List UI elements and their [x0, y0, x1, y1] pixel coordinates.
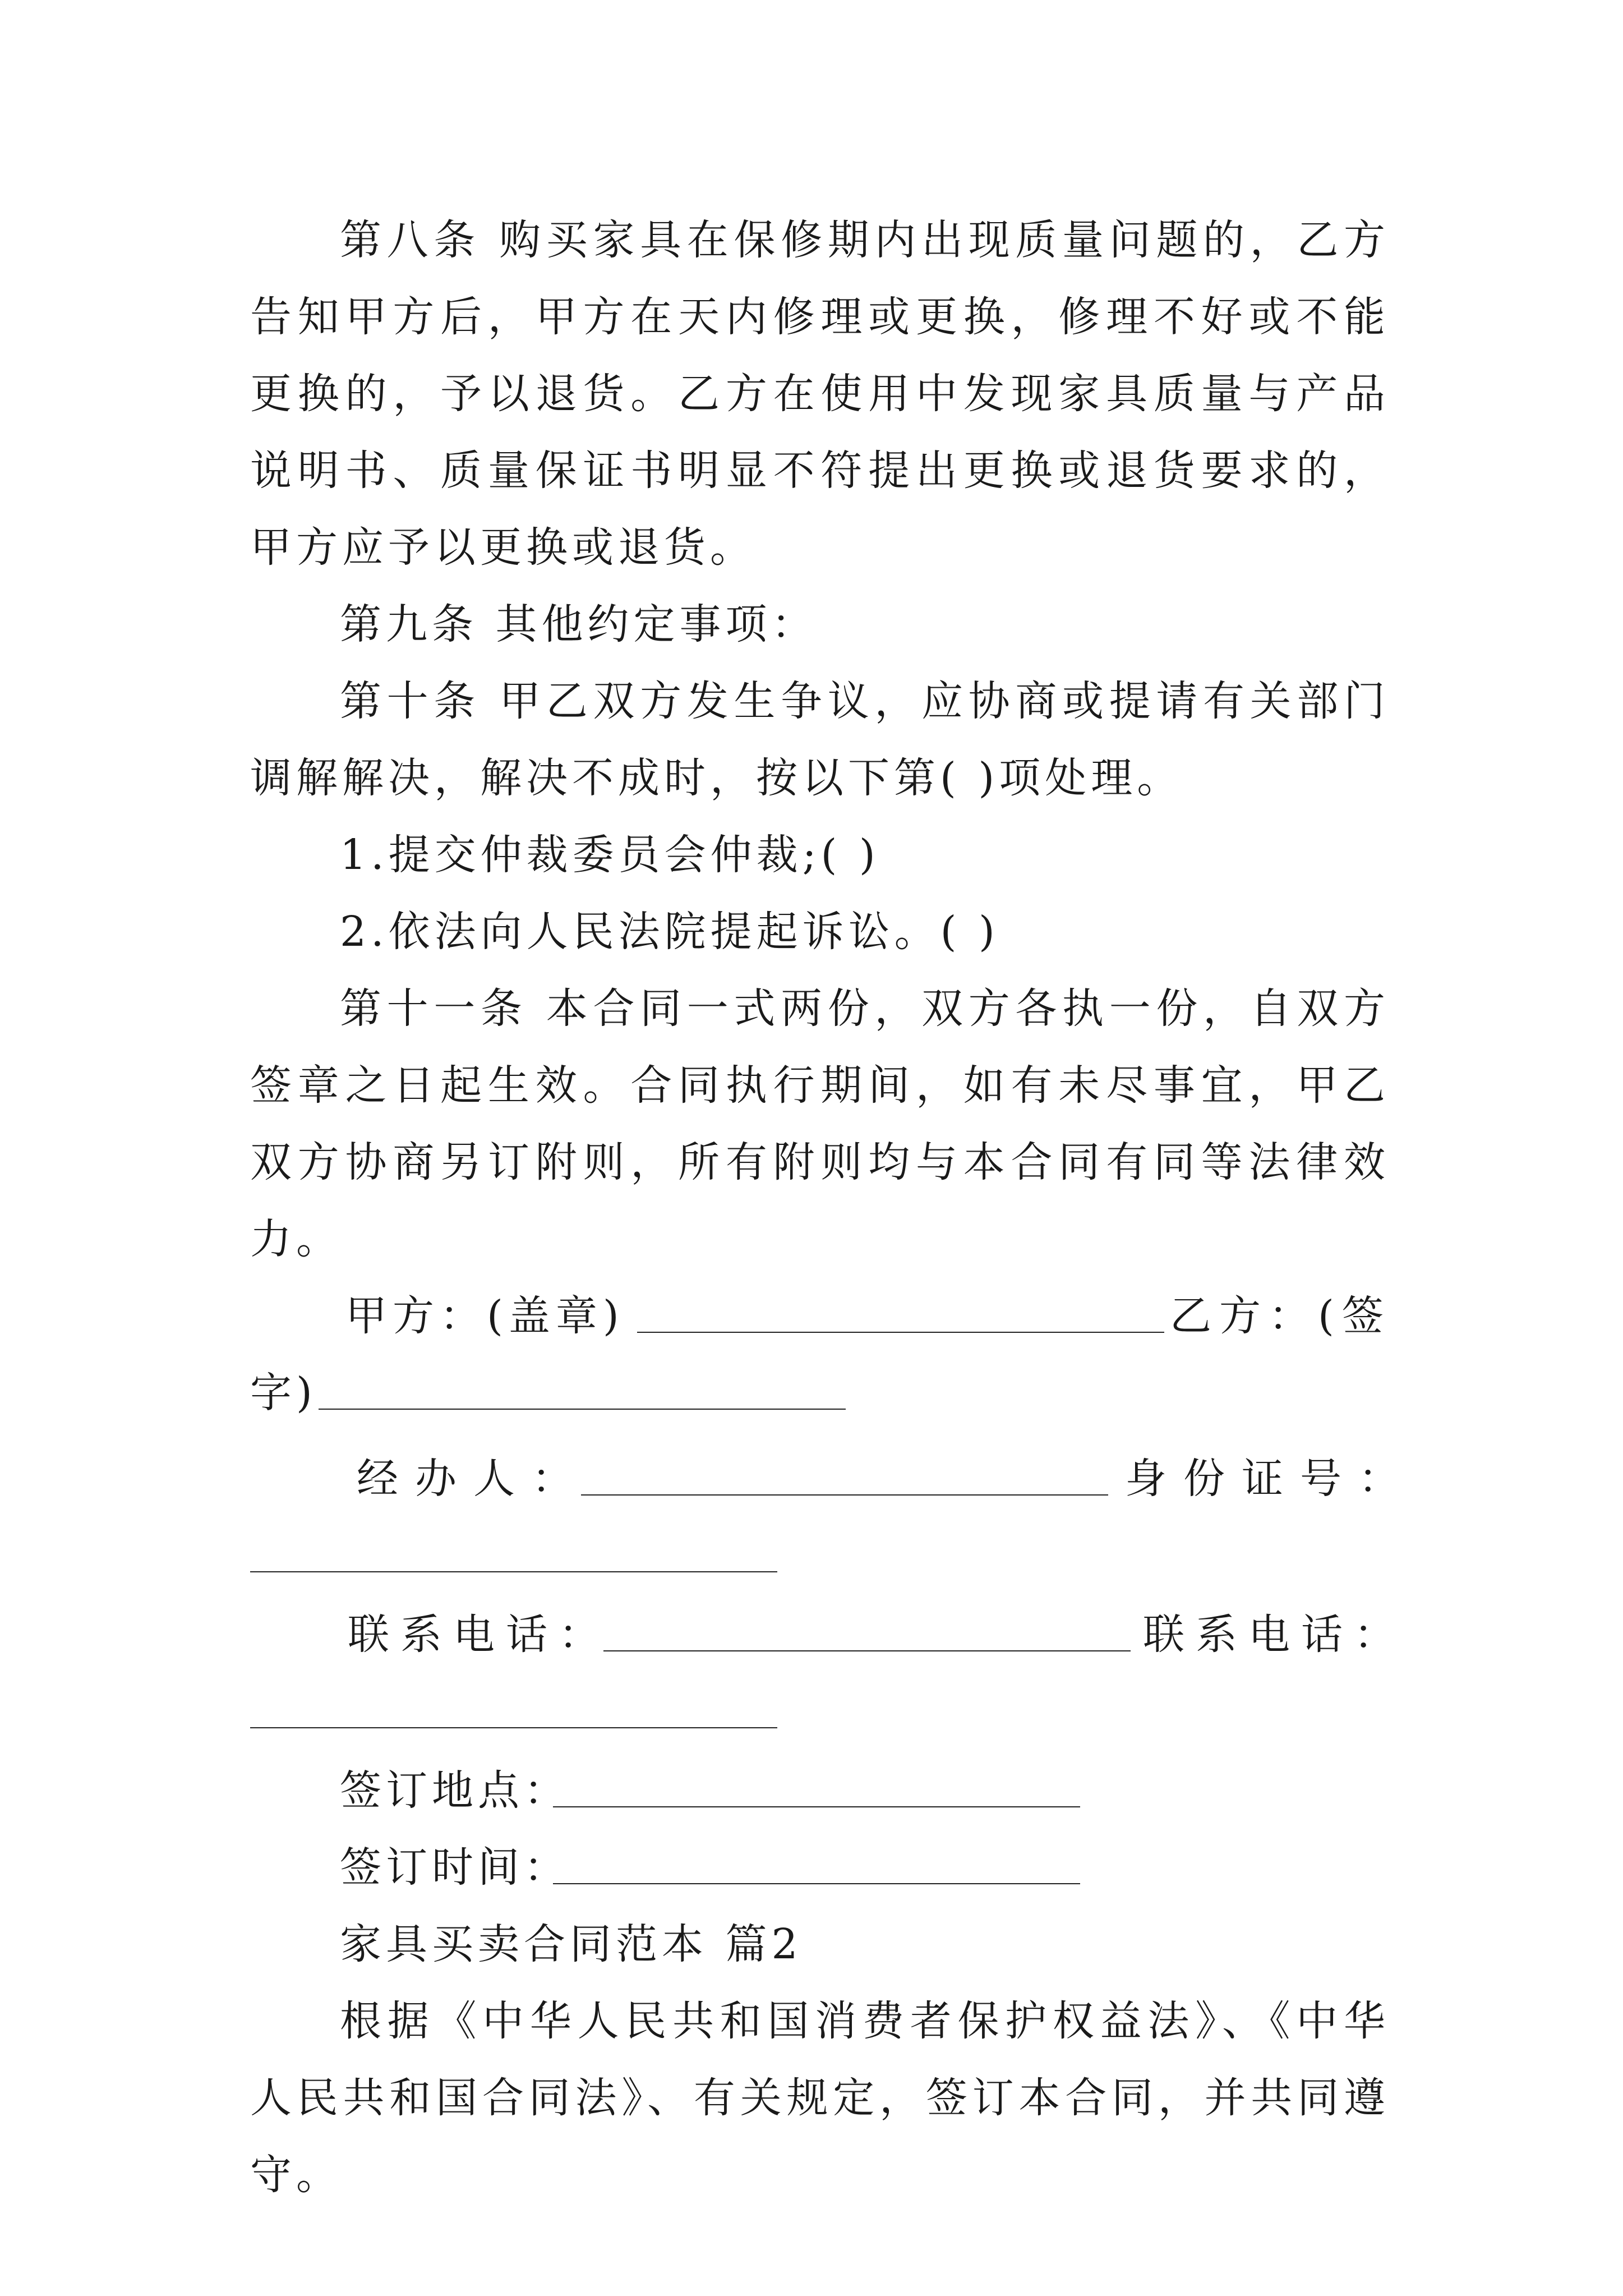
sign-time-label: 签订时间：: [340, 1843, 570, 1892]
agent-row: [250, 1441, 1417, 1517]
phone-row: [250, 1596, 1407, 1673]
phone-b-blank: [250, 1727, 777, 1728]
party-signature-row: [250, 1278, 1390, 1355]
id-number-blank: [250, 1571, 777, 1572]
contract-document: [250, 202, 1417, 2214]
section-2-intro: 根据《中华人民共和国消费者保护权益法》、《中华人民共和国合同法》、有关规定，签订本合同，并共同遵守。: [250, 1997, 1390, 2199]
sign-time-blank: [553, 1883, 1080, 1884]
article-10: 第十条 甲乙双方发生争议，应协商或提请有关部门调解解决，解决不成时，按以下第( )项处理。: [250, 677, 1390, 802]
sign-place-label: 签订地点：: [340, 1766, 570, 1815]
article-11: 第十一条 本合同一式两份，双方各执一份，自双方签章之日起生效。合同执行期间，如有未尽事宜，甲乙双方协商另订附则，所有附则均与本合同有同等法律效力。: [250, 984, 1390, 1263]
party-b-label: 乙方：(签: [1170, 1292, 1391, 1340]
party-b-continuation-row: [250, 1355, 1390, 1432]
section-2-title: 家具买卖合同范本 篇2: [340, 1920, 803, 1968]
sign-place-blank: [553, 1806, 1080, 1807]
party-b-label-cont: 字): [250, 1369, 317, 1417]
phone-a-label: 联系电话：: [348, 1611, 611, 1659]
party-b-blank: [319, 1409, 846, 1410]
article-9: 第九条 其他约定事项：: [340, 600, 818, 648]
phone-b-blank-row: [250, 1673, 1390, 1750]
article-8: 第八条 购买家具在保修期内出现质量问题的，乙方告知甲方后，甲方在天内修理或更换，修理不好或不能更换的，予以退货。乙方在使用中发现家具质量与产品说明书、质量保证书明显不符提出更换或退货要求的，甲方应予以更换或退货。: [250, 216, 1390, 572]
phone-a-blank: [603, 1650, 1131, 1651]
id-number-label: 身份证号：: [1125, 1455, 1417, 1503]
id-number-blank-row: [250, 1517, 1390, 1594]
agent-blank: [581, 1494, 1108, 1496]
sign-place-row: [250, 1752, 1390, 1829]
dispute-option-2: 2.依法向人民法院提起诉讼。( ): [340, 908, 999, 956]
dispute-option-1: 1.提交仲裁委员会仲裁;( ): [340, 831, 880, 879]
sign-time-row: [250, 1829, 1390, 1906]
agent-label: 经办人：: [357, 1455, 590, 1503]
party-a-blank: [637, 1332, 1164, 1333]
party-a-label: 甲方：(盖章): [345, 1292, 625, 1340]
phone-b-label: 联系电话：: [1143, 1611, 1407, 1659]
